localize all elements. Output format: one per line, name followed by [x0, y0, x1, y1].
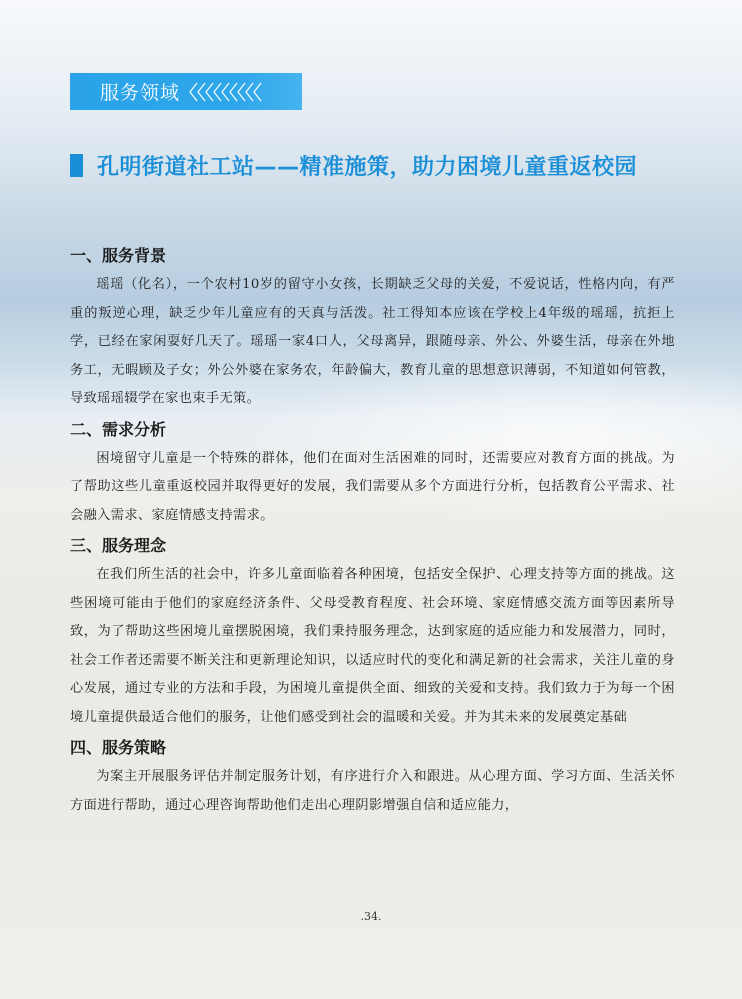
section-service-strategy — [70, 736, 675, 820]
chevrons-left-icon — [190, 82, 262, 102]
section-heading: 四、服务策略 — [70, 738, 167, 757]
section-heading: 二、需求分析 — [70, 419, 167, 439]
section-heading: 三、服务理念 — [70, 536, 167, 555]
section-tab — [70, 73, 302, 110]
section-paragraph: 在我们所生活的社会中，许多儿童面临着各种困境，包括安全保护、心理支持等方面的挑战。这些困境可能由于他们的家庭经济条件、父母受教育程度、社会环境、家庭情感交流方面等因素所导致，为了帮助这些困境儿童摆脱困境，我们秉持服务理念，达到家庭的适应能力和发展潜力，同时，社会工作者还需要不断关注和更新理论知识，以适应时代的变化和满足新的社会需求，关注儿童的身心发展，通过专业的方法和手段，为困境儿童提供全面、细致的关爱和支持。我们致力于为每一个困境儿童提供最适合他们的服务，让他们感受到社会的温暖和关爱。并为其未来的发展奠定基础 — [70, 567, 675, 725]
section-paragraph: 瑶瑶（化名），一个农村10岁的留守小女孩，长期缺乏父母的关爱，不爱说话，性格内向，有严重的叛逆心理，缺乏少年儿童应有的天真与活泼。社工得知本应该在学校上4年级的瑶瑶，抗拒上学，已经在家闲耍好几天了。瑶瑶一家4口人，父母离异，跟随母亲、外公、外婆生活，母亲在外地务工，无暇顾及子女；外公外婆在家务农，年龄偏大，教育儿童的思想意识薄弱，不知道如何管教，导致瑶瑶辍学在家也束手无策。 — [70, 277, 675, 406]
section-tab-label: 服务领域 — [100, 82, 181, 104]
title-bar-icon — [70, 154, 83, 177]
section-paragraph: 为案主开展服务评估并制定服务计划，有序进行介入和跟进。从心理方面、学习方面、生活关怀方面进行帮助，通过心理咨询帮助他们走出心理阴影增强自信和适应能力， — [70, 769, 675, 813]
section-background — [70, 244, 675, 414]
page-number: .34. — [360, 910, 382, 923]
section-service-philosophy — [70, 534, 675, 732]
section-paragraph: 困境留守儿童是一个特殊的群体，他们在面对生活困难的同时，还需要应对教育方面的挑战。为了帮助这些儿童重返校园并取得更好的发展，我们需要从多个方面进行分析，包括教育公平需求、社会融入需求、家庭情感支持需求。 — [70, 450, 675, 523]
section-heading: 一、服务背景 — [70, 246, 167, 265]
section-needs-analysis — [70, 418, 675, 531]
article-title-row — [70, 150, 637, 181]
article-title: 孔明街道社工站——精准施策，助力困境儿童重返校园 — [97, 155, 638, 180]
article-body — [70, 244, 675, 824]
